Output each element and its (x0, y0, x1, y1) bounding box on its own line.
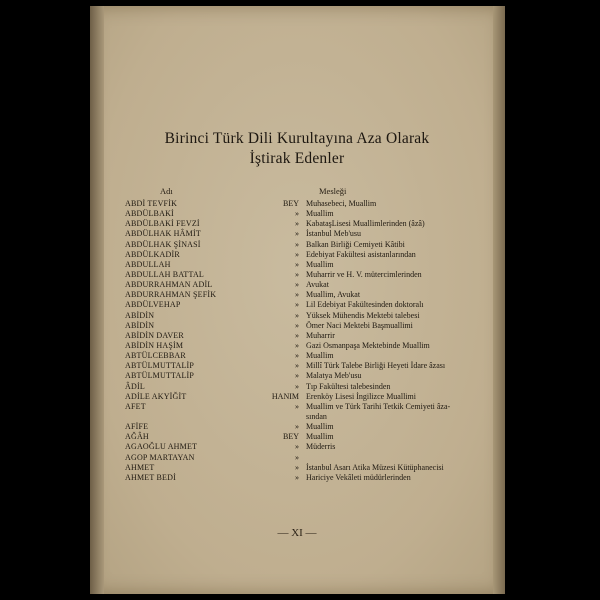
title-mark: » (295, 229, 299, 239)
title-mark: » (295, 351, 299, 361)
book-page (90, 6, 504, 594)
member-name: ABDULLAH BATTAL (125, 269, 205, 279)
list-item (125, 371, 455, 381)
title-mark: » (295, 219, 299, 229)
list-item (125, 392, 455, 402)
member-list (125, 199, 455, 483)
column-header-name: Adı (160, 186, 173, 196)
title-mark: » (295, 259, 299, 269)
title-mark: » (295, 239, 299, 249)
list-item (125, 240, 455, 250)
title-mark: HANIM (271, 391, 299, 401)
member-profession: Muharrir ve H. V. mütercimlerinden (306, 269, 422, 279)
member-profession: Tıp Fakültesi talebesinden (306, 381, 391, 391)
member-name: ABDÜLHAK ŞİNASİ (125, 239, 201, 249)
member-profession: KabataşLisesi Muallimlerinden (âzâ) (306, 219, 425, 229)
list-item (125, 250, 455, 260)
title-mark: » (295, 381, 299, 391)
member-name: AĞÂH (125, 432, 149, 442)
title-mark: » (295, 452, 299, 462)
title-mark: » (295, 361, 299, 371)
member-profession: Millî Türk Talebe Birliği Heyeti İdare âzası (306, 361, 446, 371)
page-title-line-2: İştirak Edenler (249, 150, 345, 167)
member-profession: Muallim ve Türk Tarihi Tetkik Cemiyeti âza- (306, 401, 451, 411)
title-mark: » (295, 209, 299, 219)
title-mark: BEY (283, 432, 299, 442)
title-mark: » (295, 340, 299, 350)
member-name: ABDÜLKADİR (125, 249, 180, 259)
member-profession: Balkan Birliği Cemiyeti Kâtibi (306, 239, 405, 249)
list-item (125, 442, 455, 452)
member-name: ABDURRAHMAN ADİL (125, 280, 213, 290)
member-name: ABDÜLBAKİ FEVZİ (125, 219, 200, 229)
member-name: ABDÜLHAK HÂMİT (125, 229, 201, 239)
list-item (125, 270, 455, 280)
book-binding-edge (493, 6, 505, 594)
title-mark: » (295, 371, 299, 381)
member-name: ABİDİN (125, 310, 155, 320)
list-item (125, 463, 455, 473)
member-profession: İstanbul Meb'usu (306, 229, 361, 239)
member-name: ABİDİN (125, 320, 155, 330)
list-item (125, 321, 455, 331)
title-mark: » (295, 249, 299, 259)
member-profession: Lil Edebiyat Fakültesinden doktoralı (306, 300, 424, 310)
list-item (125, 199, 455, 209)
member-profession: Erenköy Lisesi İngilizce Muallimi (306, 391, 416, 401)
member-profession: Muallim (306, 259, 334, 269)
title-mark: BEY (283, 199, 299, 208)
member-name: ABDÜLBAKİ (125, 209, 174, 219)
list-item (125, 311, 455, 321)
member-name: ABİDİN DAVER (125, 330, 184, 340)
member-profession: Muallim (306, 432, 334, 442)
member-name: AGAOĞLU AHMET (125, 442, 198, 452)
member-name: AGOP MARTAYAN (125, 452, 195, 462)
list-item (125, 422, 455, 432)
member-profession: Hariciye Vekâleti müdürlerinden (306, 472, 411, 482)
list-item (125, 260, 455, 270)
member-profession: Muallim (306, 422, 334, 432)
page-title-line-1: Birinci Türk Dili Kurultayına Aza Olarak (164, 130, 430, 147)
member-name: ABDULLAH (125, 259, 171, 269)
member-name: ABTÜLMUTTALİP (125, 371, 195, 381)
member-name: ABDİ TEVFİK (125, 199, 178, 208)
list-item (125, 219, 455, 229)
member-name: AFİFE (125, 422, 149, 432)
member-profession-continued: sından (306, 411, 327, 421)
title-mark: » (295, 310, 299, 320)
member-name: AHMET BEDİ (125, 472, 176, 482)
list-item (125, 382, 455, 392)
title-mark: » (295, 401, 299, 411)
member-name: AHMET (125, 462, 155, 472)
member-name: ABİDİN HAŞİM (125, 340, 184, 350)
member-name: ÂDİL (125, 381, 145, 391)
member-profession: Muallim (306, 209, 334, 219)
member-name: ABTÜLMUTTALİP (125, 361, 195, 371)
list-item (125, 432, 455, 442)
title-mark: » (295, 472, 299, 482)
page-number: — XI — (277, 527, 317, 539)
member-name: ABTÜLCEBBAR (125, 351, 186, 361)
member-name: ABDURRAHMAN ŞEFİK (125, 290, 217, 300)
member-profession: Muallim (306, 351, 334, 361)
title-mark: » (295, 300, 299, 310)
member-profession: Ömer Naci Mektebi Başmuallimi (306, 320, 413, 330)
list-item (125, 473, 455, 483)
member-profession: Müderris (306, 442, 336, 452)
title-mark: » (295, 462, 299, 472)
member-name: ADİLE AKYİĞİT (125, 391, 187, 401)
title-mark: » (295, 330, 299, 340)
member-name: AFET (125, 401, 146, 411)
list-item (125, 341, 455, 351)
list-item (125, 300, 455, 310)
column-header-profession: Mesleği (319, 186, 347, 196)
list-item (125, 209, 455, 219)
title-mark: » (295, 290, 299, 300)
member-name: ABDÜLVEHAP (125, 300, 181, 310)
member-profession: Avukat (306, 280, 329, 290)
title-mark: » (295, 280, 299, 290)
list-item (125, 290, 455, 300)
member-profession: Muhasebeci, Muallim (306, 199, 377, 208)
list-item (125, 331, 455, 341)
member-profession: Malatya Meb'usu (306, 371, 362, 381)
page-gutter (90, 6, 104, 594)
member-profession: Muharrir (306, 330, 335, 340)
title-mark: » (295, 422, 299, 432)
member-profession: Gazi Osmanpaşa Mektebinde Muallim (306, 340, 430, 350)
member-profession: İstanbul Asarı Atika Müzesi Kütüphanecisi (306, 462, 444, 472)
title-mark: » (295, 320, 299, 330)
list-item (125, 280, 455, 290)
list-item (125, 453, 455, 463)
list-item (125, 361, 455, 371)
list-item (125, 402, 455, 422)
title-mark: » (295, 442, 299, 452)
member-profession: Yüksek Mühendis Mektebi talebesi (306, 310, 420, 320)
list-item (125, 229, 455, 239)
title-mark: » (295, 269, 299, 279)
member-profession: Muallim, Avukat (306, 290, 361, 300)
member-profession: Edebiyat Fakültesi asistanlarından (306, 249, 416, 259)
list-item (125, 351, 455, 361)
